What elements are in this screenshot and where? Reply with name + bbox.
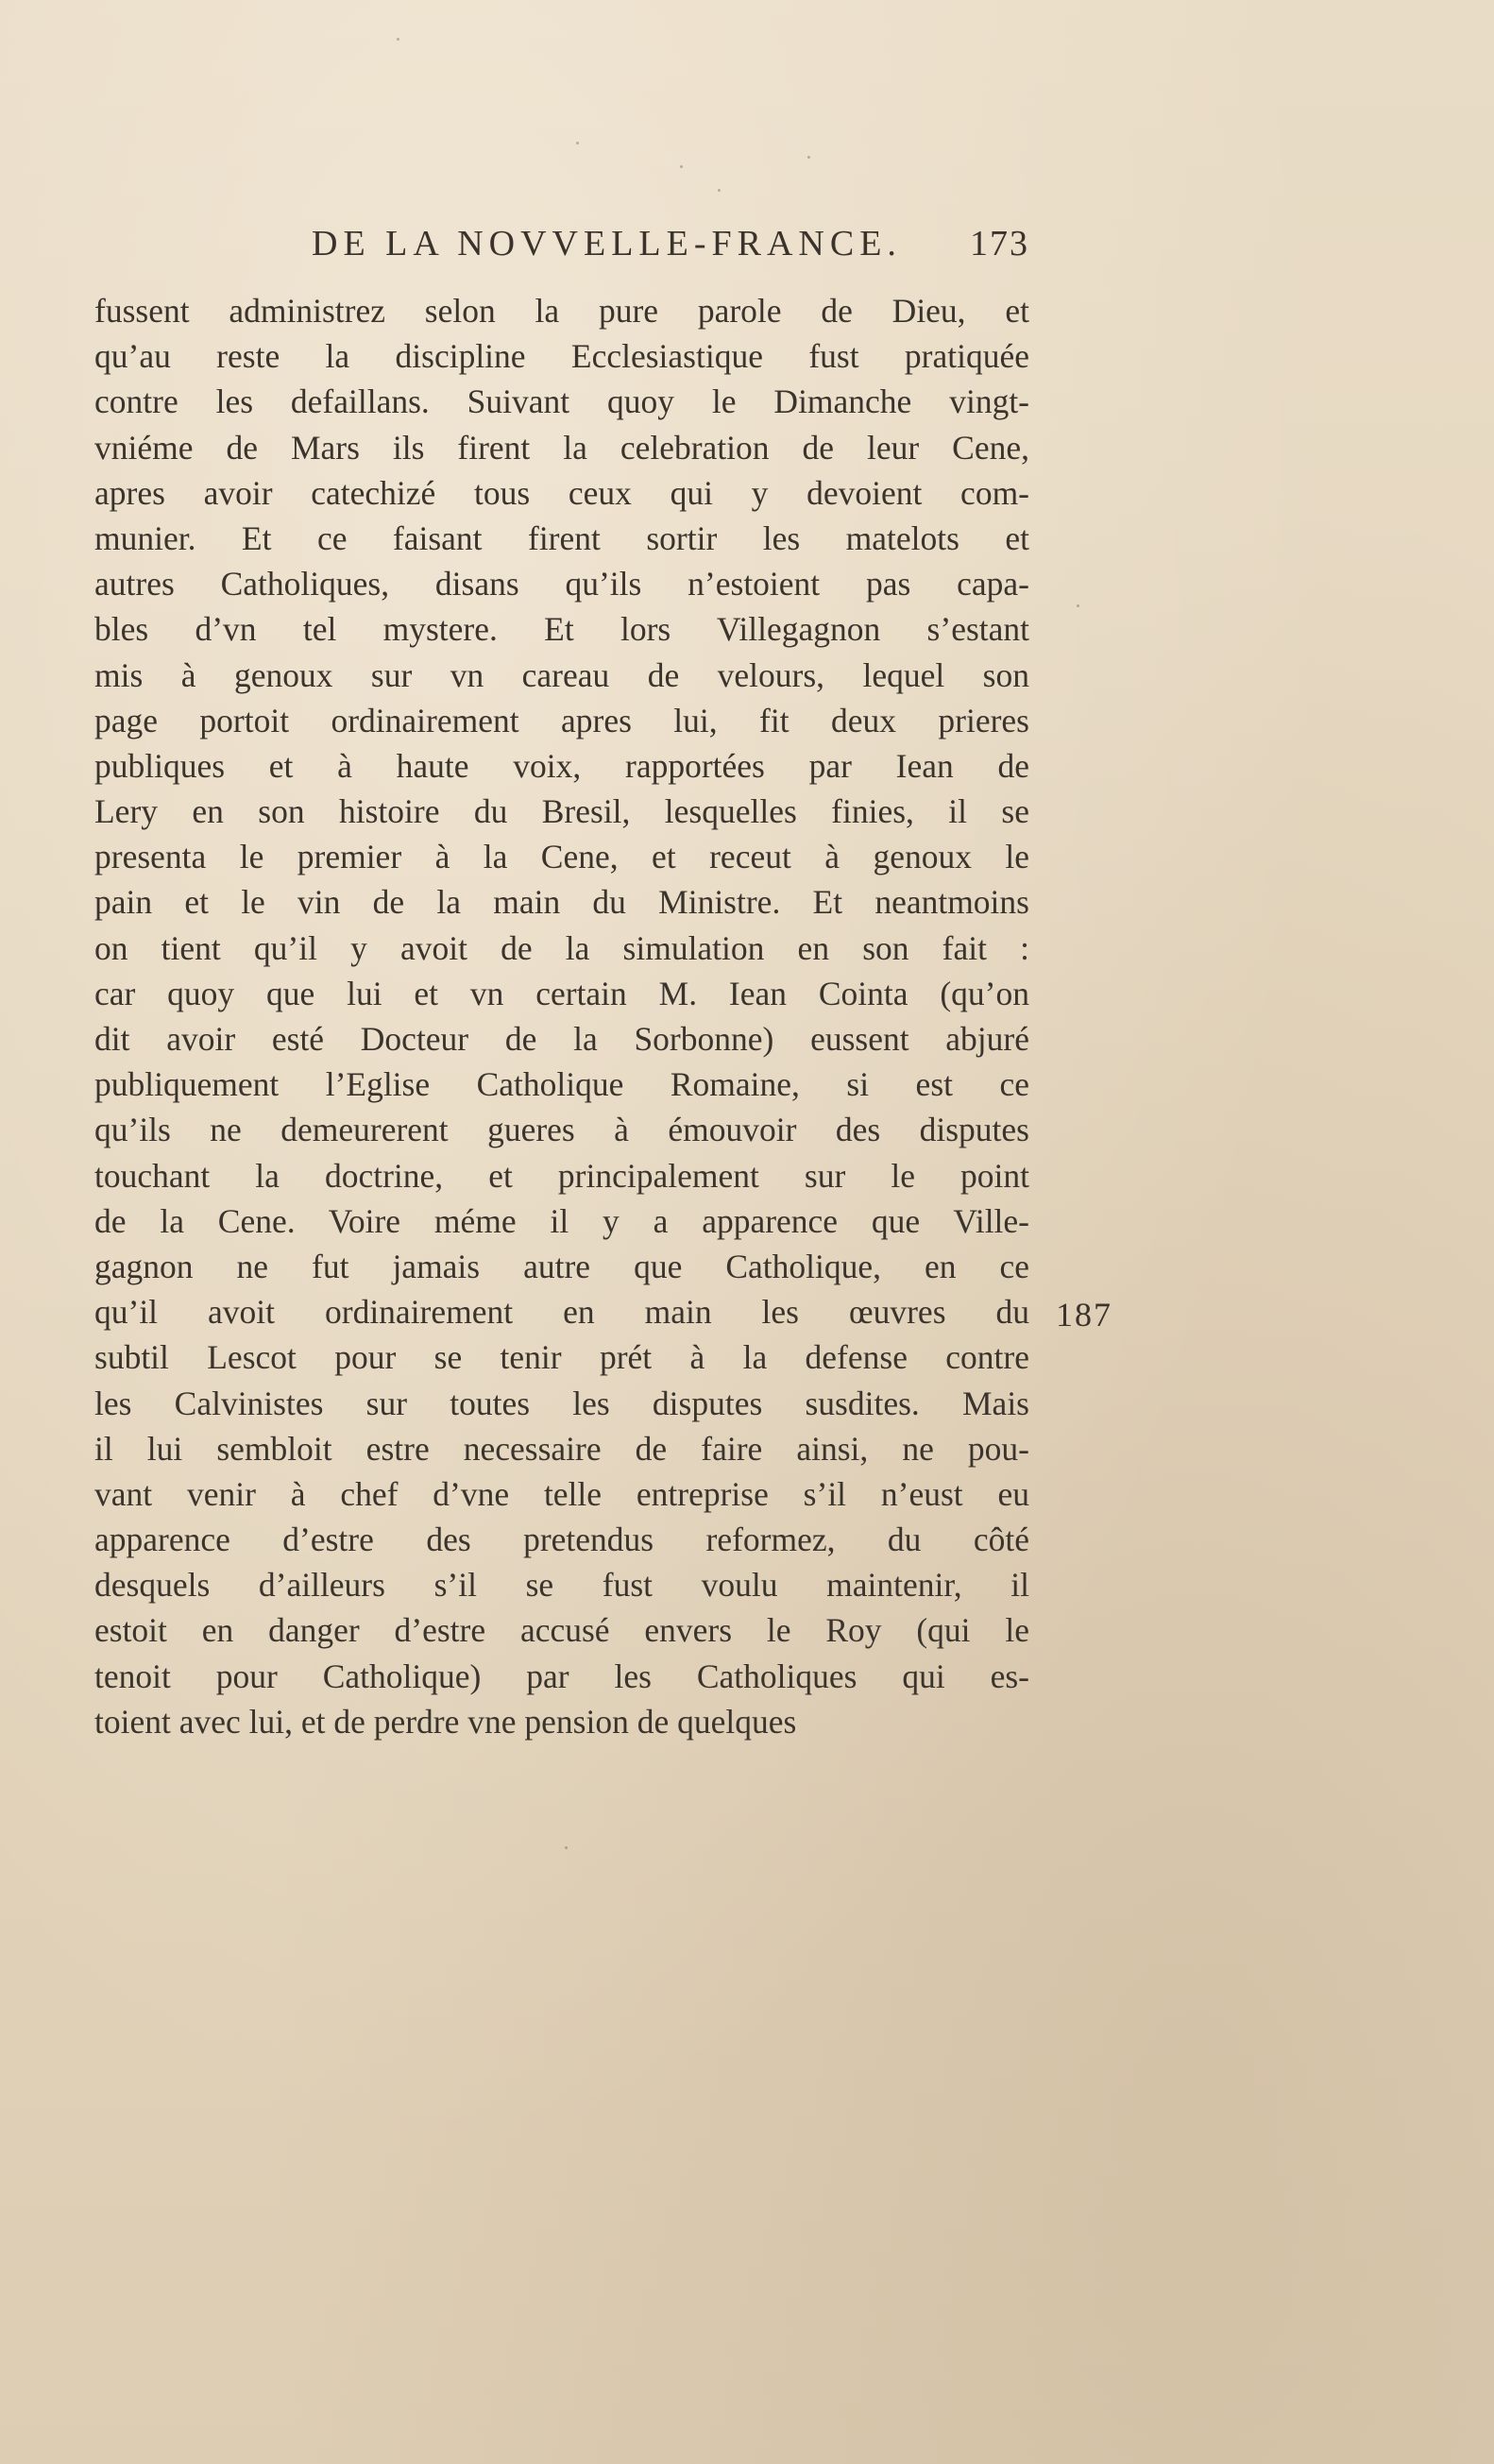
text-line: apparence d’estre des pretendus reformez, du côté [94, 1521, 1029, 1559]
text-line: dit avoir esté Docteur de la Sorbonne) eussent abjuré [94, 1020, 1029, 1058]
text-line: tenoit pour Catholique) par les Catholiques qui es- [94, 1657, 1029, 1695]
text-line: fussent administrez selon la pure parole de Dieu, et [94, 292, 1029, 330]
text-line: page portoit ordinairement apres lui, fit deux prieres [94, 701, 1029, 739]
paper-speck [397, 38, 399, 41]
text-line: qu’ils ne demeurerent gueres à émouvoir des disputes [94, 1111, 1029, 1149]
paper-speck [807, 156, 810, 159]
text-line: vant venir à chef d’vne telle entreprise s’il n’eust eu [94, 1474, 1029, 1513]
text-line: subtil Lescot pour se tenir prét à la defense contre [94, 1338, 1029, 1377]
text-line: presenta le premier à la Cene, et receut à genoux le [94, 838, 1029, 876]
text-line: mis à genoux sur vn careau de velours, lequel son [94, 655, 1029, 694]
page-number: 173 [970, 224, 1029, 263]
text-line: desquels d’ailleurs s’il se fust voulu maintenir, il [94, 1566, 1029, 1605]
text-line: apres avoir catechizé tous ceux qui y devoient com- [94, 473, 1029, 512]
paper-speck [565, 1846, 568, 1849]
page-header [312, 223, 1029, 280]
text-line: pain et le vin de la main du Ministre. Et neantmoins [94, 883, 1029, 922]
body-text [94, 288, 1029, 1744]
text-line: de la Cene. Voire méme il y a apparence que Ville- [94, 1201, 1029, 1240]
text-line: contre les defaillans. Suivant quoy le Dimanche vingt- [94, 382, 1029, 421]
margin-note: 187 [1056, 1296, 1112, 1334]
text-line: Lery en son histoire du Bresil, lesquelles finies, il se [94, 792, 1029, 831]
text-line: gagnon ne fut jamais autre que Catholique, en ce [94, 1247, 1029, 1285]
text-line: car quoy que lui et vn certain M. Iean Cointa (qu’on [94, 974, 1029, 1012]
text-line: il lui sembloit estre necessaire de faire ainsi, ne pou- [94, 1429, 1029, 1468]
paper-speck [1077, 604, 1079, 607]
text-line: qu’il avoit ordinairement en main les œuvres du [94, 1293, 1029, 1332]
text-line: autres Catholiques, disans qu’ils n’estoient pas capa- [94, 565, 1029, 603]
paper-speck [680, 165, 683, 168]
text-line: on tient qu’il y avoit de la simulation en son fait : [94, 928, 1029, 967]
text-line: publiquement l’Eglise Catholique Romaine, si est ce [94, 1065, 1029, 1104]
text-line: touchant la doctrine, et principalement sur le point [94, 1156, 1029, 1195]
text-line: qu’au reste la discipline Ecclesiastique fust pratiquée [94, 337, 1029, 376]
text-line: bles d’vn tel mystere. Et lors Villegagnon s’estant [94, 610, 1029, 649]
text-line: les Calvinistes sur toutes les disputes susdites. Mais [94, 1384, 1029, 1422]
text-line: publiques et à haute voix, rapportées par Iean de [94, 746, 1029, 785]
text-line: toient avec lui, et de perdre vne pension de quelques [94, 1702, 797, 1741]
text-line: estoit en danger d’estre accusé envers le Roy (qui le [94, 1611, 1029, 1650]
text-line: munier. Et ce faisant firent sortir les matelots et [94, 518, 1029, 557]
paper-speck [718, 189, 721, 192]
paper-speck [576, 142, 579, 144]
running-head: DE LA NOVVELLE-FRANCE. [312, 224, 902, 263]
text-line: vniéme de Mars ils firent la celebration de leur Cene, [94, 428, 1029, 467]
